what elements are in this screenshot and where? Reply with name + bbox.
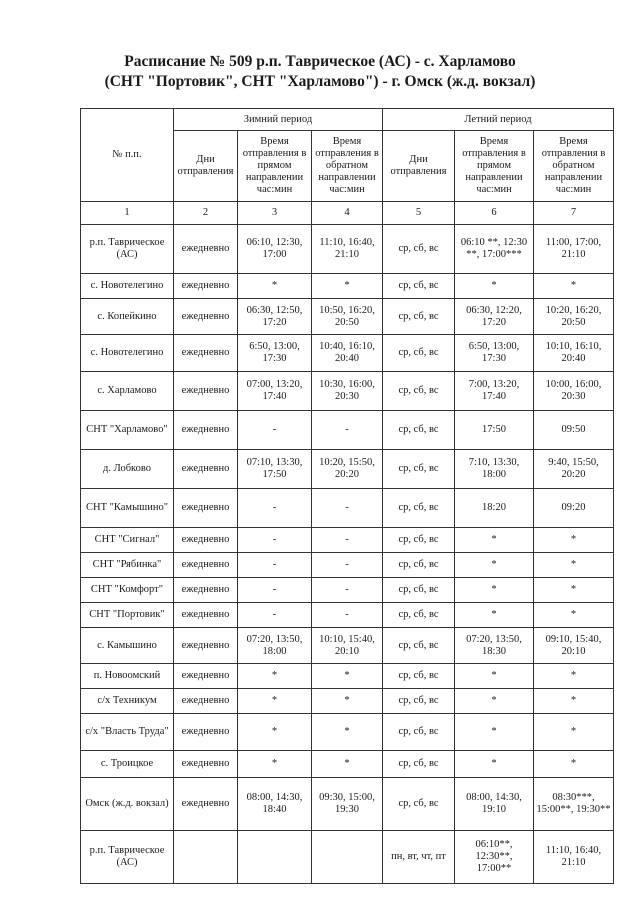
table-row <box>81 225 614 274</box>
time-winter-reverse: 10:50, 16:20, 20:50 <box>312 299 383 335</box>
table-row <box>81 751 614 778</box>
days-winter: ежедневно <box>174 489 238 528</box>
page-title <box>0 52 640 92</box>
time-winter-forward: 06:10, 12:30, 17:00 <box>238 225 312 274</box>
time-winter-reverse: 10:20, 15:50, 20:20 <box>312 450 383 489</box>
time-winter-forward: - <box>238 411 312 450</box>
time-summer-reverse: * <box>534 274 614 299</box>
days-summer: ср, сб, вс <box>383 411 455 450</box>
stop-name: СНТ "Сигнал" <box>81 528 174 553</box>
time-summer-reverse: 11:10, 16:40, 21:10 <box>534 831 614 884</box>
time-summer-reverse: 08:30***, 15:00**, 19:30** <box>534 778 614 831</box>
time-winter-reverse: - <box>312 411 383 450</box>
time-winter-reverse: - <box>312 553 383 578</box>
table-row <box>81 274 614 299</box>
days-winter: ежедневно <box>174 528 238 553</box>
time-summer-forward: 7:00, 13:20, 17:40 <box>455 372 534 411</box>
time-winter-reverse: 11:10, 16:40, 21:10 <box>312 225 383 274</box>
time-winter-reverse: * <box>312 664 383 689</box>
days-summer: ср, сб, вс <box>383 450 455 489</box>
days-summer: ср, сб, вс <box>383 225 455 274</box>
days-winter: ежедневно <box>174 335 238 372</box>
days-winter: ежедневно <box>174 603 238 628</box>
table-row <box>81 335 614 372</box>
time-winter-forward: 07:10, 13:30, 17:50 <box>238 450 312 489</box>
header-summer-reverse: Время отправления в обратном направлении час:мин <box>534 131 614 202</box>
days-summer: ср, сб, вс <box>383 528 455 553</box>
days-winter: ежедневно <box>174 751 238 778</box>
days-winter: ежедневно <box>174 689 238 714</box>
time-summer-forward: * <box>455 603 534 628</box>
days-winter: ежедневно <box>174 553 238 578</box>
time-summer-reverse: 10:20, 16:20, 20:50 <box>534 299 614 335</box>
table-row <box>81 664 614 689</box>
days-summer: ср, сб, вс <box>383 489 455 528</box>
days-winter <box>174 831 238 884</box>
schedule-table <box>80 108 614 884</box>
stop-name: СНТ "Комфорт" <box>81 578 174 603</box>
stop-name: с. Троицкое <box>81 751 174 778</box>
days-summer: ср, сб, вс <box>383 664 455 689</box>
time-summer-forward: * <box>455 274 534 299</box>
time-winter-forward: - <box>238 528 312 553</box>
days-winter: ежедневно <box>174 578 238 603</box>
time-summer-forward: 6:50, 13:00, 17:30 <box>455 335 534 372</box>
time-winter-forward: 06:30, 12:50, 17:20 <box>238 299 312 335</box>
time-summer-reverse: 09:50 <box>534 411 614 450</box>
time-summer-forward: 06:10**, 12:30**, 17:00** <box>455 831 534 884</box>
column-number: 1 <box>81 202 174 225</box>
title-line-2: (СНТ "Портовик", СНТ "Харламово") - г. Омск (ж.д. вокзал) <box>104 73 536 90</box>
column-number: 6 <box>455 202 534 225</box>
time-winter-reverse: - <box>312 578 383 603</box>
table-row <box>81 831 614 884</box>
stop-name: с. Копейкино <box>81 299 174 335</box>
days-summer: ср, сб, вс <box>383 778 455 831</box>
days-summer: ср, сб, вс <box>383 274 455 299</box>
time-summer-reverse: 10:10, 16:10, 20:40 <box>534 335 614 372</box>
time-summer-forward: 08:00, 14:30, 19:10 <box>455 778 534 831</box>
days-summer: ср, сб, вс <box>383 372 455 411</box>
time-summer-forward: * <box>455 689 534 714</box>
days-winter: ежедневно <box>174 225 238 274</box>
time-summer-reverse: * <box>534 528 614 553</box>
stop-name: с. Новотелегино <box>81 335 174 372</box>
time-winter-reverse: 10:40, 16:10, 20:40 <box>312 335 383 372</box>
time-winter-reverse <box>312 831 383 884</box>
table-row <box>81 714 614 751</box>
time-summer-forward: 07:20, 13:50, 18:30 <box>455 628 534 664</box>
table-row <box>81 603 614 628</box>
time-summer-forward: 17:50 <box>455 411 534 450</box>
time-summer-forward: * <box>455 553 534 578</box>
header-winter-days: Дни отправления <box>174 131 238 202</box>
days-summer: ср, сб, вс <box>383 714 455 751</box>
header-winter-forward: Время отправления в прямом направлении час:мин <box>238 131 312 202</box>
title-line-1: Расписание № 509 р.п. Таврическое (АС) - с. Харламово <box>124 53 516 70</box>
stop-name: СНТ "Рябинка" <box>81 553 174 578</box>
time-winter-reverse: * <box>312 689 383 714</box>
time-winter-reverse: * <box>312 274 383 299</box>
days-winter: ежедневно <box>174 628 238 664</box>
time-summer-forward: * <box>455 751 534 778</box>
stop-name: р.п. Таврическое (АС) <box>81 831 174 884</box>
days-winter: ежедневно <box>174 450 238 489</box>
column-number: 5 <box>383 202 455 225</box>
time-summer-reverse: * <box>534 751 614 778</box>
days-winter: ежедневно <box>174 778 238 831</box>
days-summer: ср, сб, вс <box>383 578 455 603</box>
table-row <box>81 528 614 553</box>
stop-name: СНТ "Харламово" <box>81 411 174 450</box>
time-winter-forward: 07:20, 13:50, 18:00 <box>238 628 312 664</box>
table-row <box>81 778 614 831</box>
column-number-row <box>81 202 614 225</box>
header-stop: № п.п. <box>81 109 174 202</box>
header-summer: Летний период <box>383 109 614 131</box>
days-summer: пн, вт, чт, пт <box>383 831 455 884</box>
days-winter: ежедневно <box>174 274 238 299</box>
column-number: 4 <box>312 202 383 225</box>
days-summer: ср, сб, вс <box>383 335 455 372</box>
header-winter-reverse: Время отправления в обратном направлении час:мин <box>312 131 383 202</box>
days-summer: ср, сб, вс <box>383 603 455 628</box>
days-summer: ср, сб, вс <box>383 628 455 664</box>
time-winter-forward <box>238 831 312 884</box>
stop-name: с. Харламово <box>81 372 174 411</box>
stop-name: с. Камышино <box>81 628 174 664</box>
stop-name: Омск (ж.д. вокзал) <box>81 778 174 831</box>
time-summer-reverse: 10:00, 16:00, 20:30 <box>534 372 614 411</box>
time-summer-forward: * <box>455 664 534 689</box>
days-winter: ежедневно <box>174 411 238 450</box>
time-winter-reverse: - <box>312 603 383 628</box>
time-winter-reverse: 10:10, 15:40, 20:10 <box>312 628 383 664</box>
column-number: 7 <box>534 202 614 225</box>
table-row <box>81 450 614 489</box>
time-summer-reverse: * <box>534 714 614 751</box>
time-winter-reverse: 09:30, 15:00, 19:30 <box>312 778 383 831</box>
table-row <box>81 411 614 450</box>
days-winter: ежедневно <box>174 664 238 689</box>
time-summer-forward: 18:20 <box>455 489 534 528</box>
stop-name: п. Новоомский <box>81 664 174 689</box>
time-summer-forward: 06:30, 12:20, 17:20 <box>455 299 534 335</box>
time-summer-reverse: * <box>534 664 614 689</box>
time-summer-reverse: 11:00, 17:00, 21:10 <box>534 225 614 274</box>
header-winter: Зимний период <box>174 109 383 131</box>
time-winter-forward: 08:00, 14:30, 18:40 <box>238 778 312 831</box>
time-winter-forward: 6:50, 13:00, 17:30 <box>238 335 312 372</box>
header-summer-days: Дни отправления <box>383 131 455 202</box>
days-summer: ср, сб, вс <box>383 751 455 778</box>
days-summer: ср, сб, вс <box>383 299 455 335</box>
days-winter: ежедневно <box>174 372 238 411</box>
time-summer-reverse: 9:40, 15:50, 20:20 <box>534 450 614 489</box>
time-winter-forward: - <box>238 578 312 603</box>
time-winter-forward: * <box>238 689 312 714</box>
stop-name: СНТ "Портовик" <box>81 603 174 628</box>
schedule-body <box>81 225 614 884</box>
days-summer: ср, сб, вс <box>383 689 455 714</box>
time-summer-reverse: * <box>534 553 614 578</box>
table-row <box>81 489 614 528</box>
time-summer-forward: * <box>455 578 534 603</box>
time-summer-forward: 06:10 **, 12:30 **, 17:00*** <box>455 225 534 274</box>
time-winter-forward: * <box>238 751 312 778</box>
table-row <box>81 578 614 603</box>
stop-name: с/х Техникум <box>81 689 174 714</box>
time-winter-forward: 07:00, 13:20, 17:40 <box>238 372 312 411</box>
days-winter: ежедневно <box>174 714 238 751</box>
time-winter-reverse: - <box>312 489 383 528</box>
time-summer-forward: 7:10, 13:30, 18:00 <box>455 450 534 489</box>
days-winter: ежедневно <box>174 299 238 335</box>
time-winter-forward: * <box>238 664 312 689</box>
days-summer: ср, сб, вс <box>383 553 455 578</box>
stop-name: с/х "Власть Труда" <box>81 714 174 751</box>
time-summer-reverse: * <box>534 603 614 628</box>
stop-name: с. Новотелегино <box>81 274 174 299</box>
time-summer-reverse: * <box>534 578 614 603</box>
time-winter-reverse: - <box>312 528 383 553</box>
time-winter-forward: - <box>238 603 312 628</box>
time-winter-reverse: 10:30, 16:00, 20:30 <box>312 372 383 411</box>
table-row <box>81 689 614 714</box>
time-summer-forward: * <box>455 714 534 751</box>
stop-name: СНТ "Камышино" <box>81 489 174 528</box>
table-row <box>81 553 614 578</box>
time-winter-forward: - <box>238 553 312 578</box>
table-row <box>81 628 614 664</box>
time-winter-reverse: * <box>312 751 383 778</box>
table-row <box>81 299 614 335</box>
time-summer-reverse: 09:10, 15:40, 20:10 <box>534 628 614 664</box>
time-summer-reverse: * <box>534 689 614 714</box>
time-summer-forward: * <box>455 528 534 553</box>
time-winter-forward: * <box>238 714 312 751</box>
header-summer-forward: Время отправления в прямом направлении час:мин <box>455 131 534 202</box>
column-number: 2 <box>174 202 238 225</box>
time-winter-forward: * <box>238 274 312 299</box>
stop-name: д. Лобково <box>81 450 174 489</box>
table-row <box>81 372 614 411</box>
column-number: 3 <box>238 202 312 225</box>
time-winter-reverse: * <box>312 714 383 751</box>
time-winter-forward: - <box>238 489 312 528</box>
time-summer-reverse: 09:20 <box>534 489 614 528</box>
stop-name: р.п. Таврическое (АС) <box>81 225 174 274</box>
